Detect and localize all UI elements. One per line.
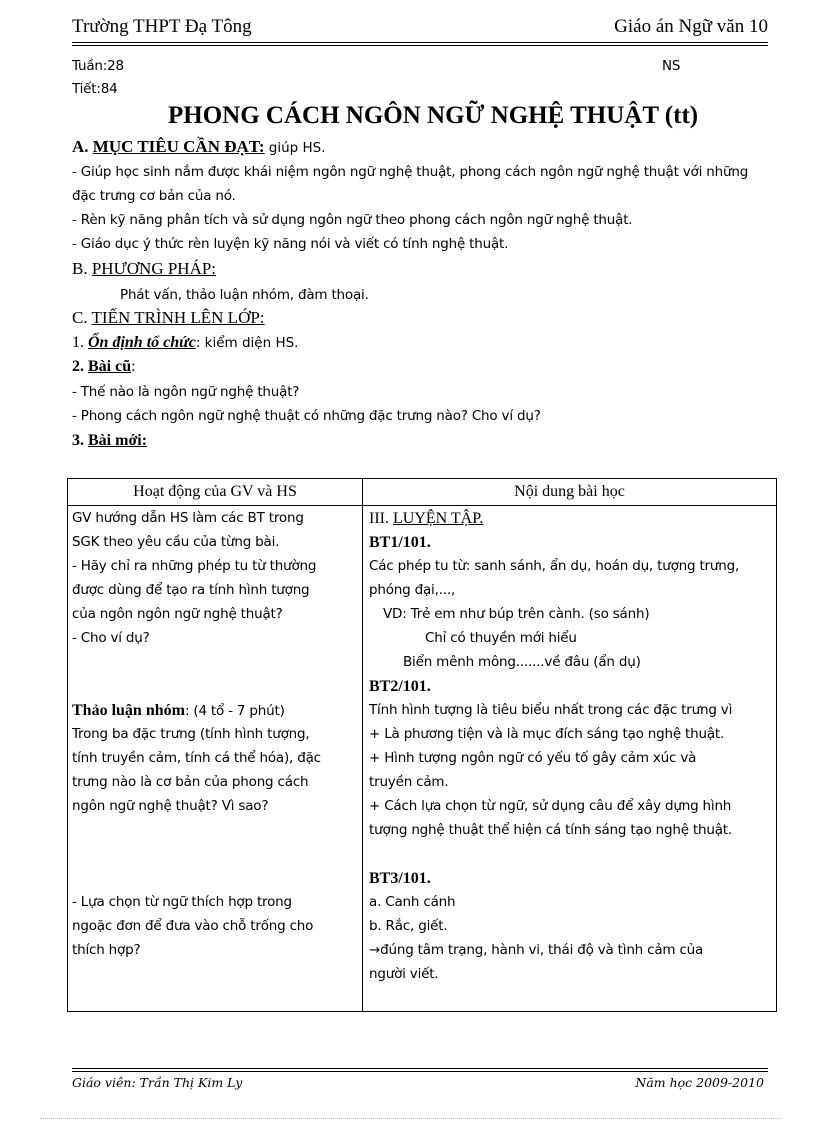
- exercise-title: BT1/101.: [369, 534, 431, 551]
- lesson-table: [67, 478, 777, 1012]
- page-edge: [40, 1118, 780, 1119]
- header-rule: [72, 42, 768, 46]
- section-a-heading: [72, 137, 326, 157]
- section-c-title: TIẾN TRÌNH LÊN LỚP:: [91, 308, 265, 327]
- page-header: [72, 16, 768, 40]
- activity-line: trưng nào là cơ bản của phong cách: [72, 774, 309, 790]
- activity-line: tính truyền cảm, tính cá thể hóa), đặc: [72, 750, 321, 766]
- objective-item: - Giúp học sinh nắm được khái niệm ngôn ngữ nghệ thuật, phong cách ngôn ngữ nghệ thuật với những: [72, 164, 749, 180]
- content-line: phóng đại,...,: [369, 582, 456, 598]
- ns-label: NS: [662, 58, 681, 74]
- practice-prefix: III.: [369, 510, 389, 527]
- step-2: [72, 358, 136, 376]
- activities-cell-body: [68, 506, 362, 1011]
- content-cell-body: [363, 506, 776, 1011]
- objective-item: đặc trưng cơ bản của nó.: [72, 188, 236, 204]
- school-name: Trường THPT Đạ Tông: [72, 16, 252, 37]
- section-b-title: PHƯƠNG PHÁP:: [91, 259, 217, 278]
- activity-line: Trong ba đặc trưng (tính hình tượng,: [72, 726, 310, 742]
- content-line: a. Canh cánh: [369, 894, 456, 910]
- activity-line: được dùng để tạo ra tính hình tượng: [72, 582, 310, 598]
- activity-line: ngôn ngữ nghệ thuật? Vì sao?: [72, 798, 269, 814]
- section-b-heading: [72, 259, 216, 279]
- section-c-prefix: C.: [72, 308, 88, 327]
- content-line: tượng nghệ thuật thể hiện cá tính sáng tạo nghệ thuật.: [369, 822, 732, 838]
- step-1-title: Ổn định tổ chức: [88, 334, 196, 351]
- school-year: Năm học 2009-2010: [635, 1075, 764, 1090]
- activities-cell: [68, 506, 363, 1012]
- review-question: - Phong cách ngôn ngữ nghệ thuật có những đặc trưng nào? Cho ví dụ?: [72, 408, 541, 424]
- content-line: b. Rắc, giết.: [369, 918, 448, 934]
- content-line: Biển mênh mông.......về đâu (ẩn dụ): [403, 654, 641, 670]
- content-line: + Là phương tiện và là mục đích sáng tạo nghệ thuật.: [369, 726, 725, 742]
- practice-title: LUYỆN TẬP.: [392, 510, 484, 527]
- exercise-title: BT2/101.: [369, 678, 431, 695]
- content-line: + Cách lựa chọn từ ngữ, sử dụng câu để xây dựng hình: [369, 798, 732, 814]
- exercise-title: BT3/101.: [369, 870, 431, 887]
- group-discussion-label: Thảo luận nhóm: [72, 702, 185, 719]
- step-1-prefix: 1.: [72, 334, 84, 351]
- step-3: [72, 432, 147, 450]
- section-c-heading: [72, 308, 265, 328]
- section-a-after: giúp HS.: [268, 140, 326, 156]
- content-line: truyền cảm.: [369, 774, 449, 790]
- content-line: người viết.: [369, 966, 439, 982]
- activity-line: SGK theo yêu cầu của từng bài.: [72, 534, 280, 550]
- table-row: [68, 506, 777, 1012]
- content-cell: [363, 506, 777, 1012]
- step-3-title: Bài mới:: [88, 432, 148, 449]
- section-b-prefix: B.: [72, 259, 88, 278]
- teacher-name: Giáo viên: Trần Thị Kim Ly: [72, 1075, 243, 1090]
- page-title: PHONG CÁCH NGÔN NGỮ NGHỆ THUẬT (tt): [168, 102, 699, 129]
- objective-item: - Rèn kỹ năng phân tích và sử dụng ngôn ngữ theo phong cách ngôn ngữ nghệ thuật.: [72, 212, 633, 228]
- activity-line: thích hợp?: [72, 942, 141, 958]
- subject-name: Giáo án Ngữ văn 10: [614, 16, 768, 37]
- week-label: Tuần:28: [72, 58, 124, 74]
- activity-line: - Lựa chọn từ ngữ thích hợp trong: [72, 894, 292, 910]
- group-discussion-time: : (4 tổ - 7 phút): [184, 703, 285, 719]
- activity-line: - Hãy chỉ ra những phép tu từ thường: [72, 558, 317, 574]
- review-question: - Thế nào là ngôn ngữ nghệ thuật?: [72, 384, 300, 400]
- content-line: + Hình tượng ngôn ngữ có yếu tố gây cảm xúc và: [369, 750, 697, 766]
- content-line: Các phép tu từ: sanh sánh, ẩn dụ, hoán dụ, tượng trưng,: [369, 558, 740, 574]
- activity-line: ngoặc đơn để đưa vào chỗ trống cho: [72, 918, 314, 934]
- step-3-prefix: 3.: [72, 432, 84, 449]
- method-text: Phát vấn, thảo luận nhóm, đàm thoại.: [120, 287, 369, 303]
- practice-heading: [369, 510, 483, 528]
- step-1: [72, 334, 298, 352]
- table-header-row: [68, 479, 777, 506]
- activity-line: GV hướng dẫn HS làm các BT trong: [72, 510, 304, 526]
- content-line: VD: Trẻ em như búp trên cành. (so sánh): [383, 606, 650, 622]
- activity-line: của ngôn ngôn ngữ nghệ thuật?: [72, 606, 283, 622]
- content-line: Tính hình tượng là tiêu biểu nhất trong các đặc trưng vì: [369, 702, 733, 718]
- step-2-prefix: 2.: [72, 358, 84, 375]
- activity-line: - Cho ví dụ?: [72, 630, 150, 646]
- step-1-after: : kiểm diện HS.: [195, 335, 299, 351]
- objective-item: - Giáo dục ý thức rèn luyện kỹ năng nói và viết có tính nghệ thuật.: [72, 236, 509, 252]
- column-header-content: Nội dung bài học: [363, 479, 777, 506]
- section-a-title: MỤC TIÊU CẦN ĐẠT:: [92, 137, 265, 156]
- group-discussion-line: [72, 702, 285, 720]
- step-2-after: :: [131, 358, 136, 375]
- period-label: Tiết:84: [72, 81, 118, 97]
- column-header-activities: Hoạt động của GV và HS: [68, 479, 363, 506]
- section-a-prefix: A.: [72, 137, 89, 156]
- footer-rule: [72, 1068, 768, 1072]
- content-line: →đúng tâm trạng, hành vi, thái độ và tình cảm của: [369, 942, 704, 958]
- content-line: Chỉ có thuyền mới hiểu: [425, 630, 577, 646]
- step-2-title: Bài cũ: [88, 358, 132, 375]
